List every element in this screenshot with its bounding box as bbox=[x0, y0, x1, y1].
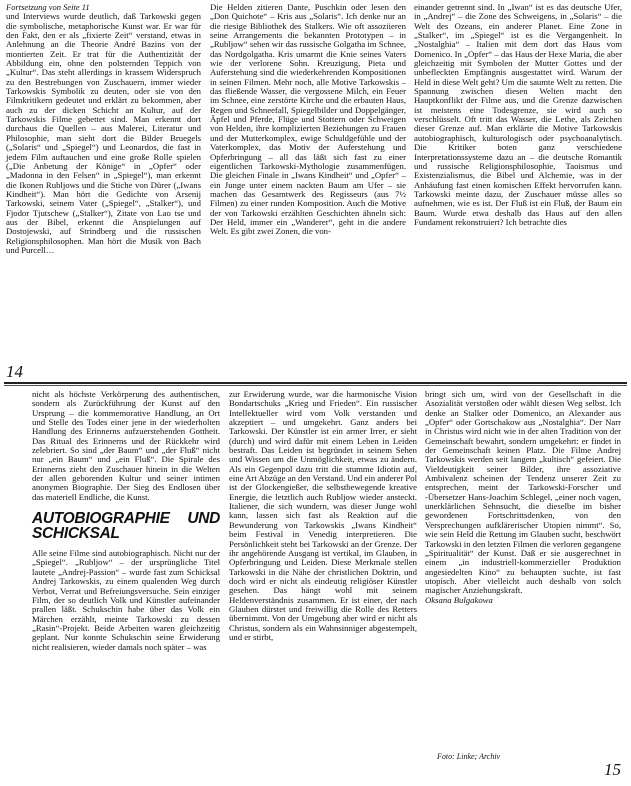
body-text: einander getrennt sind. In „Iwan“ ist es das deutsche Ufer, in „Andrej“ – die Zone des Schweigens, in „Solaris“ – die Welt des Ozeans, ein anderer Planet. Eine Zone in „Stalker“, im „Spiegel“ ist es die Vergangenheit. In „Nostalghia“ – Italien mit dem dort das Haus vom Domenico. In „Opfer“ – das Haus der Hexe Maria, die aber gleichzeitig mit Symbolen der Mutter Gottes und der unbefleckten Empfängnis ausgestattet wird. Warum der Held in diese Welt geht? Um die saumte Welt zu retten. Die Spannung zwischen diesen Welten macht den Hauptkonflikt der Filme aus, und die Grenze dazwischen ist meistens eine Todesgrenze, sie wird auch so verschlüsselt. Oft tritt das Wasser, die Lethe, als Zeichen dieser Grenze auf. Man erklärte die Motive Tarkowskis autobiographisch, kulturologisch oder psychoanalytisch. Die Kritiker boten ganz verschiedene Interpretationssysteme dazu an – die deutsche Romantik und russische Religionsphilosophie, Taoismus und Existenzialismus, die Bibel und Alchemie, was in der Anhäufung fast einen komischen Effekt hervorrufen kann. Tarkowski meinte dazu, der Zuschauer müsse alles so aufnehmen, wie es ist. Der Fluß ist ein Fluß, der Baum ein Baum. Wurde etwa deshalb das Haus auf den allen Fundament rekonstruiert? Ich betrachte dies bbox=[414, 2, 622, 227]
body-text: zur Erwiderung wurde, war die harmonische Vision Bondartschuks „Krieg und Frieden“. Ein russischer Intellektueller wird vom Volk verstanden und akzeptiert – und umgekehrt. Ganz anders bei Tarkowski. Der Künstler ist ein armer Irrer, er sieht (durch) und wird dafür mit einem Leben in Leiden bestraft. Das Leiden ist begründet in seinem Sehen und Wissen um die Unmöglichkeit, etwas zu ändern. Als ein Gegenpol dazu tritt die stumme Idiotin auf, eine Art Abzüge an den Verstand. Und ein anderer Pol ist der Glockengießer, die selbstbewegende kreative Energie, die letztlich auch Rubljow wieder ansteckt. Italiener, die sich wundern, was dieser Junge wohl kann, lassen sich fast als Reaktion auf die Bewunderung von Tarkowskis „Iwans Kindheit“ beim Festival in Venedig interpretieren. Die Persönlichkeit steht bei Tarkowski an der Grenze. Der ihr angehörende Ausgang ist vertikal, im Glauben, in Opferbringung und Leiden. Diese Merkmale stellen Tarkowski in die Nähe der christlichen Doktrin, und doch wird er nicht als eindeutig religiöser Künstler gesehen. Das hängt wohl mit seinem Heldenverständnis zusammen. Er ist einer, der nach Glauben dürstet und freiwillig die Rolle des Retters übernimmt. Von der Umgebung aber wird er nicht als Christus, sondern als ein Wahnsinniger abgestempelt, und er stirbt, bbox=[229, 389, 418, 642]
page-15 bbox=[0, 380, 631, 786]
body-text: bringt sich um, wird von der Gesellschaft in die Asozialität verstoßen oder wählt diesen Weg selbst. Ich denke an Stalker oder Domenico, an Alexander aus „Opfer“ oder Gortschakow aus „Nostalghia“. Der Narr in Christus wird nicht wie in der alten Tradition von der Gemeinschaft bewahrt, sondern umgekehrt: er findet in der Gemeinschaft keinen Platz. Die Filme Andrej Tarkowskis werden seit langem „kultisch“ gefeiert. Die Vieldeutigkeit seiner Bilder, ihre assoziative Ambivalenz scheinen der Tendenz unserer Zeit zu entsprechen, meint der Tarkowski-Forscher und -Übersetzer Hans-Joachim Schlegel, „einer noch vagen, unerklärlichen Sehnsucht, die dieselbe im bisher gewordenen Fortschrittsdenken, von den Versprechungen aufklärerischer Utopien nimmt“. So, wie sein Held die Rettung im Glauben sucht, beschwört Tarkowski in den letzten Filmen die verloren gegangene „Spiritualität“ der Kunst. Daß er sie ausgerechnet in einem „in industriell-kommerzieller Produktion angesiedelten Kino“ zu behaupten suchte, ist fast utopisch. Aber vielleicht auch deshalb von solch magischer Anziehungskraft. bbox=[425, 389, 621, 596]
column-3 bbox=[414, 3, 622, 227]
section-heading: AUTOBIOGRAPHIE UND SCHICKSAL bbox=[32, 510, 220, 543]
body-text: Alle seine Filme sind autobiographisch. Nicht nur der „Spiegel“. „Rubljow“ – der ursprüngliche Titel lautete „Andrej-Passion“ – wurde fast zum Schicksal Andrej Tarkowskis, zu einem qualenden Weg durch Verbot, Verrat und Befreiungsversuche. Sein einziger Film, der so deutlich Volk und Künstler aufeinander prallen läßt. Schukschin habe über das Volk ein Märchen erzählt, meinte Tarkowski zu dessen „Rasin“-Projekt. Beide Arbeiten waren gleichzeitig geplant. Nur konnte Schukschin seine Erwiderung nicht realisieren, wieder damals noch später – was bbox=[32, 548, 220, 652]
continuation-note: Fortsetzung von Seite 11 bbox=[6, 2, 90, 12]
page-number: 14 bbox=[6, 362, 23, 381]
column-1 bbox=[6, 3, 201, 255]
column-2 bbox=[210, 3, 406, 237]
column-3 bbox=[425, 390, 621, 605]
page-14 bbox=[0, 0, 631, 381]
body-text: und Interviews wurde deutlich, daß Tarkowski gegen die symbolische, metaphorische Kunst war. Er war für den Fakt, den er als „fixierte Zeit“ verstand, etwas in Anlehnung an die Theorie André Bazins von der montierten Zeit. Er trat für die Authentizität der Abbildung ein, ohne den polsternden Teppich von „Kultur“. Das steht allerdings in krassem Widerspruch zu den Bestrebungen von Zuschauern, immer wieder Tarkowskis Symbolik zu deuten, oder sie von den Filmkritikern gedeutet und erklärt zu bekommen, aber auch zu der dicken Schicht an Kultur, auf der Tarkowskis Filme gebettet sind. Man erkennt dort durchaus die Quellen – aus Malerei, Literatur und Philosophie, man sieht dort die Bilder Bruegels („Solaris“ und „Spiegel“) und Leonardos, die fast in jedem Film auftauchen und eine große Rolle spielen („Die Anbetung der Könige“ in „Opfer“ oder „Madonna in den Felsen“ in „Spiegel“), man erkennt die Ikonen Rubljows und die Stiche von Dürer („Iwans Kindheit“). Man hört die Gedichte von Arsenij Tarkowski, seinem Vater („Spiegel“, „Stalker“), und Fjodor Tjutschew („Stalker“), Zitate von Lao tse und aus der Bibel, erkennt die Anspielungen auf Dostojewski, auf Strindberg und die russischen Religionsphilosophen. Man hört die Musik von Bach und Purcell… bbox=[6, 11, 201, 255]
column-1 bbox=[32, 390, 220, 652]
page-number: 15 bbox=[604, 760, 621, 779]
body-text: nicht als höchste Verkörperung des authentischen, sondern als Zurückführung der Kunst auf den Ursprung – die kommemorative Handlung, an Ort und Stelle des Todes einer jene in der wiederholten Handlung des Erinnerns aufzuerstehenden Gottheit. Das Ritual des Erinnerns und der Rückkehr wird zelebriert. So sind „der Baum“ und „der Fluß“ nicht nur „ein Baum“ und „ein Fluß“. Die Spirale des Erinnerns zieht den Zuschauer hinein in die Welten der allen geborenden Kultur und seiner intimen anonymen Biographie. Der Sieg des Endlosen über das materiell Endliche, die Kunst. bbox=[32, 389, 220, 502]
column-2 bbox=[229, 390, 417, 642]
body-text: Die Helden zitieren Dante, Puschkin oder lesen den „Don Quichote“ – Kris aus „Solaris“. Ich denke nur an die riesige Bibliothek des Stalkers. Wie oft assoziieren seine Arrangements die bekannten Prototypen – in „Rubljow“ sehen wir das russische Golgatha im Schnee, das Nordgolgatha. Kris umarmt die Knie seines Vaters wie der verlorene Sohn. Kreuzigung, Pieta und Auferstehung sind die wiederkehrenden Kompositionen in seinen Filmen. Mehr noch, alle Motive Tarkowskis – das fließende Wasser, die vergossene Milch, ein Feuer im Schnee, eine zerstörte Kirche und die erbauten Haus, Regen und Schneefall, Spiegelbilder und Doppelgänger, Äpfel und Pferde, Flüge und Stottern oder Schweigen von Helden, ihre komplizierten Beziehungen zu Frauen und der Mutterkomplex, ewige Schuldgefühle und der Vaterkomplex, das Motiv der Auferstehung und Opferbringung – all das läßt sich fast zu einer eigentlichen Tarkowski-Mythologie zusammenfügen. Die gleichen Finale in „Iwans Kindheit“ und „Opfer“ – ein Junge unter einem nackten Baum am Ufer – sie machen das Gesamtwerk des Regisseurs (aus 7½ Filmen) zu einer runden Komposition. Auch die Motive der von Tarkowski erzählten Geschichten ähneln sich: Der Held, immer ein „Wanderer“, geht in die andere Welt. Es gibt zwei Zonen, die von- bbox=[210, 2, 406, 237]
author-signature: Oksana Bulgakowa bbox=[425, 594, 493, 605]
photo-credit: Foto: Linke; Archiv bbox=[437, 752, 501, 761]
